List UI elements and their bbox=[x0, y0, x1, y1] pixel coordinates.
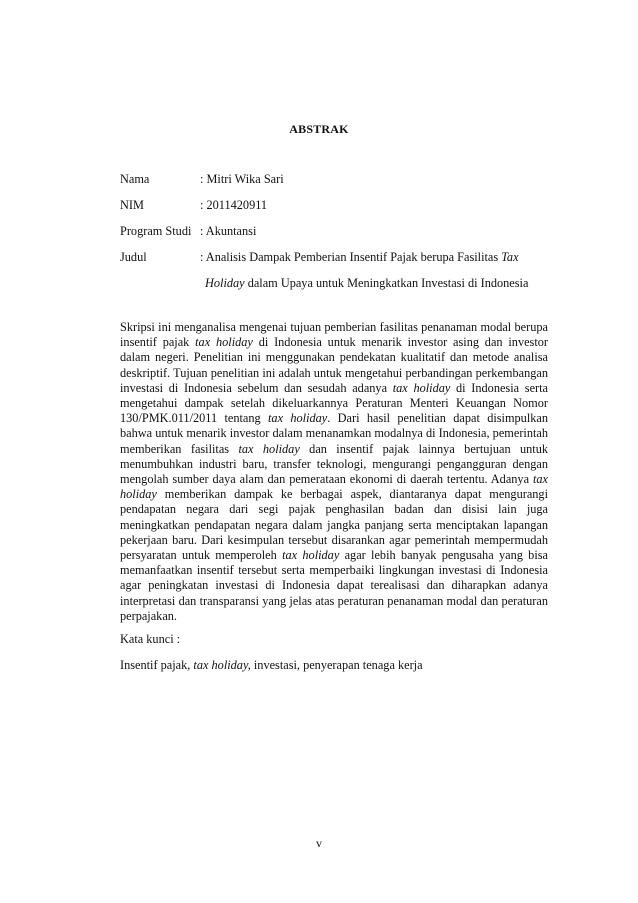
abstract-italic-term: tax holiday bbox=[120, 472, 548, 502]
judul-row bbox=[120, 250, 519, 265]
judul-value-line1: : Analisis Dampak Pemberian Insentif Pajak berupa Fasilitas bbox=[200, 250, 502, 264]
prodi-label: Program Studi bbox=[120, 224, 192, 238]
abstract-italic-term: tax holiday bbox=[282, 548, 340, 563]
abstract-text: . Dari hasil penelitian dapat disimpulkan bahwa untuk menarik investor dalam menanamkan modalnya di Indonesia, pemerintah memberikan fasilitas bbox=[120, 411, 548, 456]
abstract-text: memberikan dampak ke berbagai aspek, diantaranya dapat mengurangi pendapatan negara dari segi pajak penghasilan badan dan disisi lain juga meningkatkan pendapatan negara dalam jangka panjang serta menciptakan lapangan pekerjaan baru. Dari kesimpulan tersebut disarankan agar pemerintah mempermudah persyaratan untuk memperoleh bbox=[120, 487, 548, 563]
keywords-label: Kata kunci : bbox=[120, 632, 181, 646]
nama-label: Nama bbox=[120, 172, 150, 186]
abstract-text: di Indonesia untuk menarik investor asing dan investor dalam negeri. Penelitian ini menggunakan pendekatan kualitatif dan metode analisa deskriptif. Tujuan penelitian ini adalah untuk mengetahui perbandingan perkembangan investasi di Indonesia sebelum dan sesudah adanya bbox=[120, 335, 548, 395]
abstract-text: agar lebih banyak pengusaha yang bisa memanfaatkan insentif tersebut serta memperbaiki lingkungan investasi di Indonesia agar peningkatan investasi di Indonesia dapat terealisasi dan diharapkan adanya interpretasi dan transparansi yang jelas atas peraturan penanaman modal dan peraturan perpajakan. bbox=[120, 548, 548, 623]
judul-value-line1-italic: Tax bbox=[501, 250, 519, 264]
nim-value: : 2011420911 bbox=[200, 198, 268, 212]
keyword-text: Insentif pajak, bbox=[120, 658, 194, 672]
nim-row bbox=[120, 198, 267, 213]
abstract-italic-term: tax holiday bbox=[195, 335, 253, 350]
abstract-text: Skripsi ini menganalisa mengenai tujuan pemberian fasilitas penanaman modal berupa insentif pajak bbox=[120, 320, 548, 350]
abstract-paragraph bbox=[120, 320, 548, 624]
judul-value-line2: dalam Upaya untuk Meningkatkan Investasi di Indonesia bbox=[244, 276, 529, 290]
abstract-italic-term: tax holiday bbox=[392, 380, 451, 395]
page-title: ABSTRAK bbox=[289, 122, 349, 136]
prodi-value: : Akuntansi bbox=[200, 224, 257, 238]
abstract-body bbox=[120, 320, 548, 624]
abstract-italic-term: tax holiday bbox=[238, 441, 300, 456]
abstract-italic-term: tax holiday bbox=[268, 411, 328, 426]
judul-continuation bbox=[205, 276, 528, 291]
abstract-text: di Indonesia serta mengetahui dampak setelah dikeluarkannya Peraturan Menteri Keuangan Nomor 130/PMK.011/2011 tentang bbox=[120, 380, 549, 426]
page-number: v bbox=[316, 836, 322, 850]
nama-row bbox=[120, 172, 284, 187]
prodi-row bbox=[120, 224, 256, 239]
keywords-list bbox=[120, 658, 423, 673]
nama-value: : Mitri Wika Sari bbox=[200, 172, 284, 186]
judul-label: Judul bbox=[120, 250, 147, 264]
abstract-text: dan insentif pajak lainnya bertujuan untuk menumbuhkan industri baru, transfer teknologi, mengurangi pengangguran dengan mengolah sumber daya alam dan pemerataan ekonomi di daerah tertentu. Adanya bbox=[120, 441, 549, 487]
keyword-text: investasi, penyerapan tenaga kerja bbox=[250, 658, 423, 672]
judul-value-line2-italic: Holiday bbox=[205, 276, 245, 290]
keyword-italic: tax holiday, bbox=[193, 658, 251, 672]
nim-label: NIM bbox=[120, 198, 144, 212]
